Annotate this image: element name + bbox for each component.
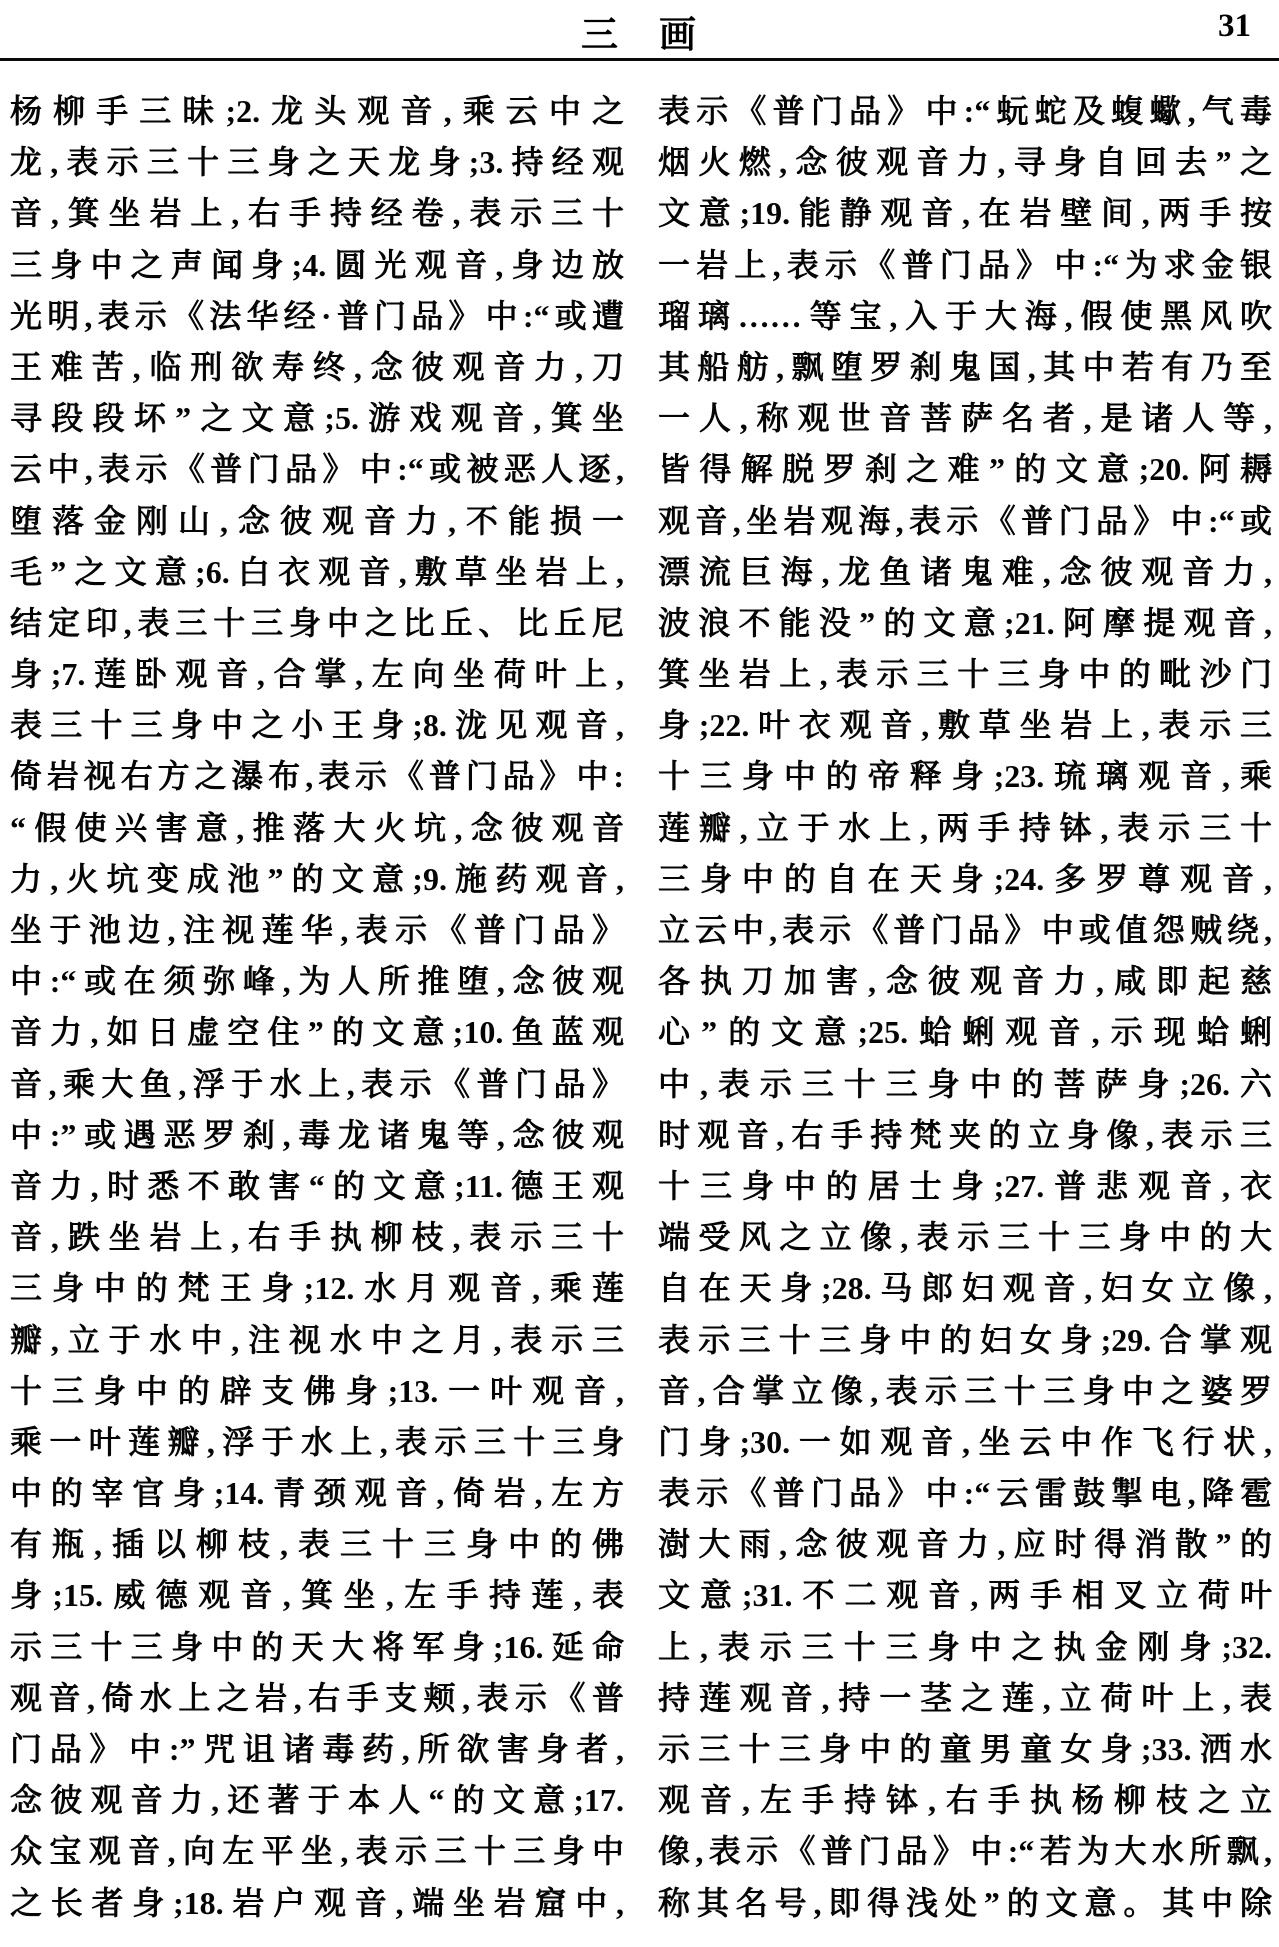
text-line: 漂流巨海,龙鱼诸鬼难,念彼观音力,	[658, 553, 1272, 590]
text-line: 中的宰官身;14.青颈观音,倚岩,左方	[10, 1475, 624, 1512]
text-line: 澍大雨,念彼观音力,应时得消散”的	[658, 1526, 1272, 1563]
text-line: 云中,表示《普门品》中:“或被恶人逐,	[10, 451, 624, 488]
text-line: 示三十三身中的天大将军身;16.延命	[10, 1628, 624, 1665]
text-line: 音,乘大鱼,浮于水上,表示《普门品》	[10, 1065, 624, 1102]
text-line: 倚岩视右方之瀑布,表示《普门品》中:	[10, 758, 624, 795]
text-line: 力,火坑变成池”的文意;9.施药观音,	[10, 860, 624, 897]
page-number: 31	[1218, 8, 1251, 44]
text-line: 王难苦,临刑欲寿终,念彼观音力,刀	[10, 348, 624, 385]
text-line: 皆得解脱罗刹之难”的文意;20.阿耨	[658, 451, 1272, 488]
text-line: 文意;31.不二观音,两手相叉立荷叶	[658, 1577, 1272, 1614]
text-line: 三身中的自在天身;24.多罗尊观音,	[658, 860, 1272, 897]
text-line: 乘一叶莲瓣,浮于水上,表示三十三身	[10, 1423, 624, 1460]
text-column-right	[658, 86, 1272, 1929]
text-line: 十三身中的帝释身;23.琉璃观音,乘	[658, 758, 1272, 795]
text-line: 门品》中:”咒诅诸毒药,所欲害身者,	[10, 1731, 624, 1767]
text-line: 各执刀加害,念彼观音力,咸即起慈	[658, 963, 1272, 1000]
text-line: 像,表示《普门品》中:“若为大水所飘,	[658, 1833, 1272, 1870]
text-line: 毛”之文意;6.白衣观音,敷草坐岩上,	[10, 553, 624, 590]
text-line: 上,表示三十三身中之执金刚身;32.	[658, 1628, 1272, 1665]
text-line: 十三身中的居士身;27.普悲观音,衣	[658, 1167, 1272, 1204]
text-line: 表示《普门品》中:“云雷鼓掣电,降雹	[658, 1475, 1272, 1512]
text-line: 身;15.威德观音,箕坐,左手持莲,表	[10, 1577, 624, 1614]
text-line: 观音,坐岩观海,表示《普门品》中:“或	[658, 502, 1272, 539]
header-rule	[0, 58, 1279, 61]
text-line: 立云中,表示《普门品》中或值怨贼绕,	[658, 912, 1272, 948]
text-line: 中:“或在须弥峰,为人所推堕,念彼观	[10, 963, 624, 1000]
text-line: 波浪不能没”的文意;21.阿摩提观音,	[658, 604, 1272, 641]
text-line: 堕落金刚山,念彼观音力,不能损一	[10, 502, 624, 539]
text-line: 持莲观音,持一茎之莲,立荷叶上,表	[658, 1679, 1272, 1716]
text-line: 时观音,右手持梵夹的立身像,表示三	[658, 1116, 1272, 1153]
text-line: 音力,如日虚空住”的文意;10.鱼蓝观	[10, 1014, 624, 1051]
text-line: 端受风之立像,表示三十三身中的大	[658, 1219, 1272, 1256]
text-line: 龙,表示三十三身之天龙身;3.持经观	[10, 144, 624, 181]
text-line: 表示《普门品》中:“蚖蛇及蝮蠍,气毒	[658, 93, 1272, 129]
section-title: 三 画	[581, 15, 698, 56]
text-line: “假使兴害意,推落大火坑,念彼观音	[10, 809, 624, 846]
text-line: 示三十三身中的童男童女身;33.洒水	[658, 1731, 1272, 1767]
text-line: 音,合掌立像,表示三十三身中之婆罗	[658, 1372, 1272, 1409]
text-line: 音,跌坐岩上,右手执柳枝,表示三十	[10, 1219, 624, 1256]
text-line: 称其名号,即得浅处”的文意。其中除	[658, 1884, 1272, 1921]
text-line: 观音,左手持钵,右手执杨柳枝之立	[658, 1782, 1272, 1819]
text-line: 门身;30.一如观音,坐云中作飞行状,	[658, 1423, 1272, 1460]
text-line: 有瓶,插以柳枝,表三十三身中的佛	[10, 1526, 624, 1563]
text-line: 箕坐岩上,表示三十三身中的毗沙门	[658, 656, 1272, 693]
text-line: 瑠璃……等宝,入于大海,假使黑风吹	[658, 297, 1272, 334]
text-line: 三身中的梵王身;12.水月观音,乘莲	[10, 1270, 624, 1307]
text-line: 音力,时悉不敢害“的文意;11.德王观	[10, 1167, 624, 1204]
text-line: 表三十三身中之小王身;8.泷见观音,	[10, 707, 624, 744]
text-line: 念彼观音力,还著于本人“的文意;17.	[10, 1782, 624, 1819]
text-line: 烟火燃,念彼观音力,寻身自回去”之	[658, 144, 1272, 181]
text-column-left	[10, 86, 624, 1929]
text-line: 杨柳手三昧;2.龙头观音,乘云中之	[10, 93, 624, 129]
text-line: 其船舫,飘堕罗刹鬼国,其中若有乃至	[658, 348, 1272, 385]
text-line: 之长者身;18.岩户观音,端坐岩窟中,	[10, 1884, 624, 1921]
text-line: 坐于池边,注视莲华,表示《普门品》	[10, 912, 624, 948]
text-line: 表示三十三身中的妇女身;29.合掌观	[658, 1321, 1272, 1358]
text-line: 身;22.叶衣观音,敷草坐岩上,表示三	[658, 707, 1272, 744]
text-line: 十三身中的辟支佛身;13.一叶观音,	[10, 1372, 624, 1409]
text-line: 莲瓣,立于水上,两手持钵,表示三十	[658, 809, 1272, 846]
text-line: 结定印,表三十三身中之比丘、比丘尼	[10, 604, 624, 641]
text-line: 中,表示三十三身中的菩萨身;26.六	[658, 1065, 1272, 1102]
text-line: 瓣,立于水中,注视水中之月,表示三	[10, 1321, 624, 1358]
text-line: 音,箕坐岩上,右手持经卷,表示三十	[10, 195, 624, 232]
text-line: 寻段段坏”之文意;5.游戏观音,箕坐	[10, 400, 624, 437]
text-line: 一岩上,表示《普门品》中:“为求金银	[658, 246, 1272, 283]
text-line: 文意;19.能静观音,在岩壁间,两手按	[658, 195, 1272, 232]
text-line: 一人,称观世音菩萨名者,是诸人等,	[658, 400, 1272, 437]
text-line: 心”的文意;25.蛤蜊观音,示现蛤蜊	[658, 1014, 1272, 1051]
text-line: 身;7.莲卧观音,合掌,左向坐荷叶上,	[10, 656, 624, 693]
text-line: 自在天身;28.马郎妇观音,妇女立像,	[658, 1270, 1272, 1307]
text-line: 三身中之声闻身;4.圆光观音,身边放	[10, 246, 624, 283]
text-line: 中:”或遇恶罗刹,毒龙诸鬼等,念彼观	[10, 1116, 624, 1153]
text-line: 光明,表示《法华经·普门品》中:“或遭	[10, 297, 624, 334]
text-line: 观音,倚水上之岩,右手支颊,表示《普	[10, 1679, 624, 1716]
text-line: 众宝观音,向左平坐,表示三十三身中	[10, 1833, 624, 1870]
